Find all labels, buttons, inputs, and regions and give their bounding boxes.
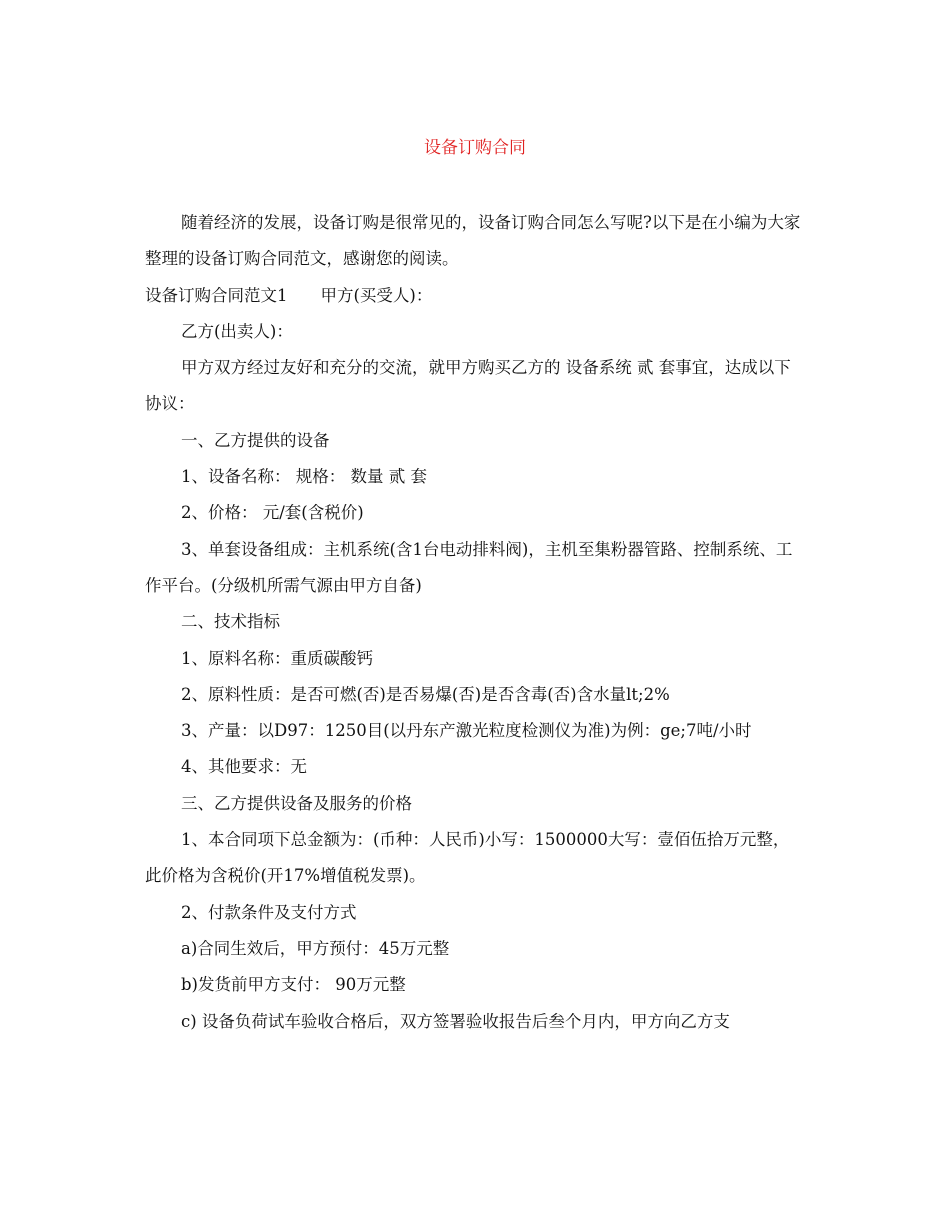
paragraph: 1、本合同项下总金额为：(币种：人民币)小写：1500000大写：壹佰伍拾万元整，此价格为含税价(开17%增值税发票)。 bbox=[145, 830, 790, 886]
paragraph: 1、设备名称： 规格： 数量 贰 套 bbox=[181, 467, 427, 487]
document-body bbox=[145, 205, 805, 1040]
paragraph: 3、单套设备组成：主机系统(含1台电动排料阀)，主机至集粉器管路、控制系统、工作平台。(分级机所需气源由甲方自备) bbox=[145, 539, 793, 595]
paragraph: 2、原料性质：是否可燃(否)是否易爆(否)是否含毒(否)含水量lt;2% bbox=[181, 684, 670, 704]
paragraph: a)合同生效后，甲方预付：45万元整 bbox=[181, 938, 450, 958]
paragraph: 三、乙方提供设备及服务的价格 bbox=[181, 793, 412, 813]
document-title: 设备订购合同 bbox=[424, 138, 526, 158]
paragraph: 随着经济的发展，设备订购是很常见的，设备订购合同怎么写呢?以下是在小编为大家整理的设备订购合同范文，感谢您的阅读。 bbox=[145, 213, 801, 269]
paragraph: 2、付款条件及支付方式 bbox=[181, 902, 357, 922]
paragraph: 1、原料名称：重质碳酸钙 bbox=[181, 648, 373, 668]
paragraph: 一、乙方提供的设备 bbox=[181, 430, 330, 450]
paragraph: 设备订购合同范文1 甲方(买受人)： bbox=[145, 285, 433, 305]
paragraph: c) 设备负荷试车验收合格后，双方签署验收报告后叁个月内，甲方向乙方支 bbox=[181, 1011, 730, 1031]
paragraph: 4、其他要求：无 bbox=[181, 757, 307, 777]
paragraph: 乙方(出卖人)： bbox=[181, 321, 293, 341]
paragraph: 二、技术指标 bbox=[181, 612, 280, 632]
paragraph: b)发货前甲方支付： 90万元整 bbox=[181, 975, 406, 995]
paragraph: 2、价格： 元/套(含税价) bbox=[181, 503, 364, 523]
paragraph: 3、产量：以D97：1250目(以丹东产激光粒度检测仪为准)为例：ge;7吨/小时 bbox=[181, 721, 752, 741]
paragraph: 甲方双方经过友好和充分的交流，就甲方购买乙方的 设备系统 贰 套事宜，达成以下协议： bbox=[145, 358, 791, 414]
